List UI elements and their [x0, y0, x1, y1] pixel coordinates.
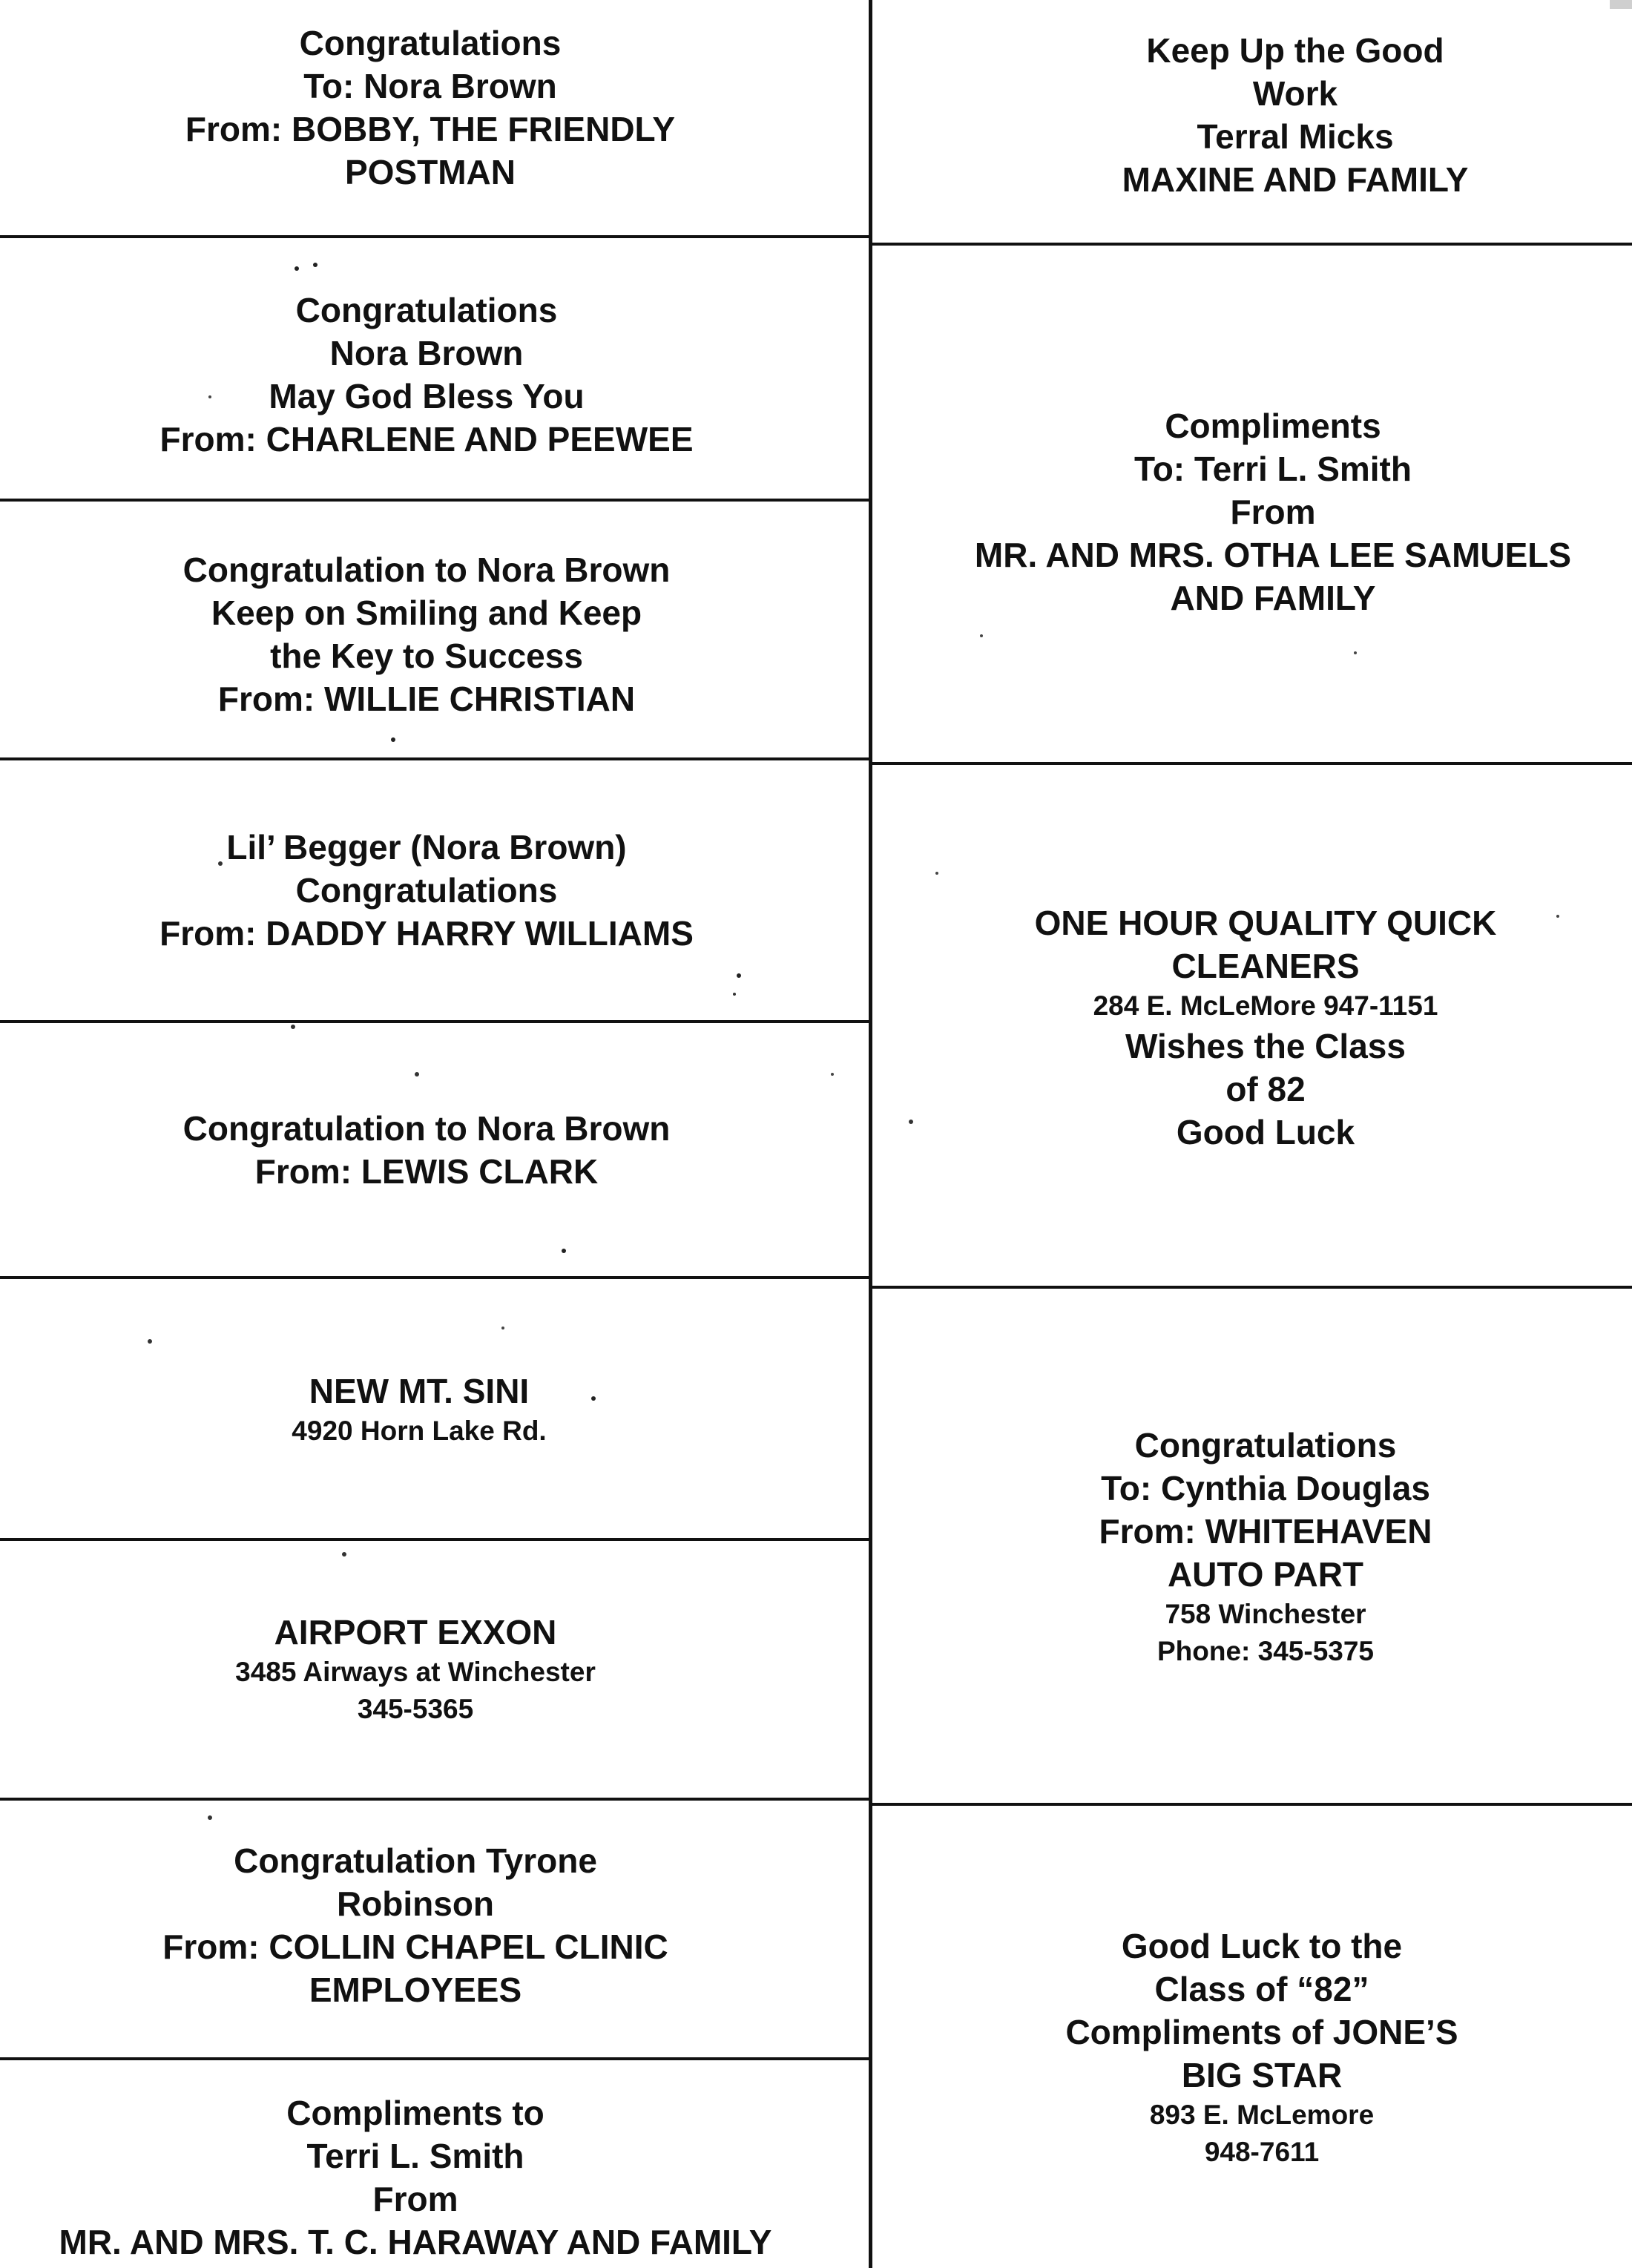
ad-text-line: From: DADDY HARRY WILLIAMS — [159, 914, 694, 953]
ad-text-line: Nora Brown — [329, 334, 524, 372]
ad-text-line: AIRPORT EXXON — [274, 1613, 557, 1651]
ad-text-line: From: WILLIE CHRISTIAN — [217, 680, 636, 718]
ad-text-line: NEW MT. SINI — [309, 1372, 530, 1410]
ad-text-line: MR. AND MRS. T. C. HARAWAY AND FAMILY — [59, 2223, 772, 2261]
ad-text-line: 3485 Airways at Winchester — [235, 1657, 596, 1687]
ad-text-line: Keep Up the Good — [1146, 31, 1444, 70]
ad-text-line: Keep on Smiling and Keep — [211, 594, 642, 632]
ad-text-line: of 82 — [1225, 1070, 1306, 1108]
ad-text-line: Congratulations — [299, 24, 562, 62]
ad-text-line: Robinson — [336, 1884, 495, 1923]
ad-text-line: CLEANERS — [1171, 947, 1360, 985]
ad-text-line: 284 E. McLeMore 947-1151 — [1093, 990, 1438, 1021]
ad-text-line: AUTO PART — [1167, 1555, 1364, 1594]
ad-text-line: Congratulations — [1134, 1426, 1397, 1465]
ad-text-line: To: Cynthia Douglas — [1101, 1469, 1430, 1508]
ad-text-line: Lil’ Begger (Nora Brown) — [226, 828, 627, 867]
ad-text-line: Wishes the Class — [1125, 1027, 1406, 1065]
ad-text-line: Congratulations — [295, 291, 558, 329]
ad-text-line: From: BOBBY, THE FRIENDLY — [185, 110, 676, 148]
ad-text-line: Compliments — [1165, 407, 1381, 445]
ad-text-line: EMPLOYEES — [309, 1970, 522, 2009]
ad-text-line: Good Luck to the — [1121, 1927, 1403, 1965]
ad-text-line: BIG STAR — [1181, 2056, 1343, 2094]
ad-text-line: AND FAMILY — [1170, 579, 1376, 617]
ad-text-line: From — [1230, 493, 1316, 531]
ad-text-line: 948-7611 — [1204, 2137, 1320, 2167]
ad-text-line: Work — [1252, 74, 1338, 113]
ad-text-line: Congratulation to Nora Brown — [182, 550, 671, 589]
ad-text-line: ONE HOUR QUALITY QUICK — [1034, 904, 1497, 942]
ad-text-line: 4920 Horn Lake Rd. — [292, 1416, 547, 1446]
ad-text-line: Phone: 345-5375 — [1156, 1636, 1375, 1666]
ad-text-line: To: Terri L. Smith — [1134, 450, 1412, 488]
ad-text-line: From: CHARLENE AND PEEWEE — [159, 420, 694, 458]
ad-text-line: Compliments of JONE’S — [1065, 2013, 1458, 2051]
ad-text-line: MR. AND MRS. OTHA LEE SAMUELS — [974, 536, 1572, 574]
ad-text-line: Congratulation Tyrone — [234, 1841, 597, 1880]
ad-text-line: Terri L. Smith — [306, 2137, 524, 2175]
ad-text-line: From — [372, 2180, 458, 2218]
ad-text-line: From: LEWIS CLARK — [254, 1152, 599, 1191]
ad-text-line: From: WHITEHAVEN — [1099, 1512, 1432, 1551]
ad-text-line: Congratulation to Nora Brown — [182, 1109, 671, 1148]
ad-text-line: the Key to Success — [270, 637, 583, 675]
ad-text-line: May God Bless You — [269, 377, 585, 415]
ad-text-line: Class of “82” — [1154, 1970, 1369, 2008]
ad-text-line: POSTMAN — [345, 153, 516, 191]
ad-text-line: From: COLLIN CHAPEL CLINIC — [162, 1927, 668, 1966]
ad-text-line: Good Luck — [1176, 1113, 1355, 1151]
ad-text-line: To: Nora Brown — [303, 67, 557, 105]
ad-text-line: 893 E. McLemore — [1149, 2100, 1375, 2130]
ad-text-line: 758 Winchester — [1165, 1599, 1366, 1629]
ad-text-line: Terral Micks — [1197, 117, 1394, 156]
ad-text-line: MAXINE AND FAMILY — [1122, 160, 1469, 199]
ad-text-line: Congratulations — [295, 871, 558, 910]
ad-text-line: 345-5365 — [357, 1694, 474, 1724]
ad-text-line: Compliments to — [286, 2094, 544, 2132]
